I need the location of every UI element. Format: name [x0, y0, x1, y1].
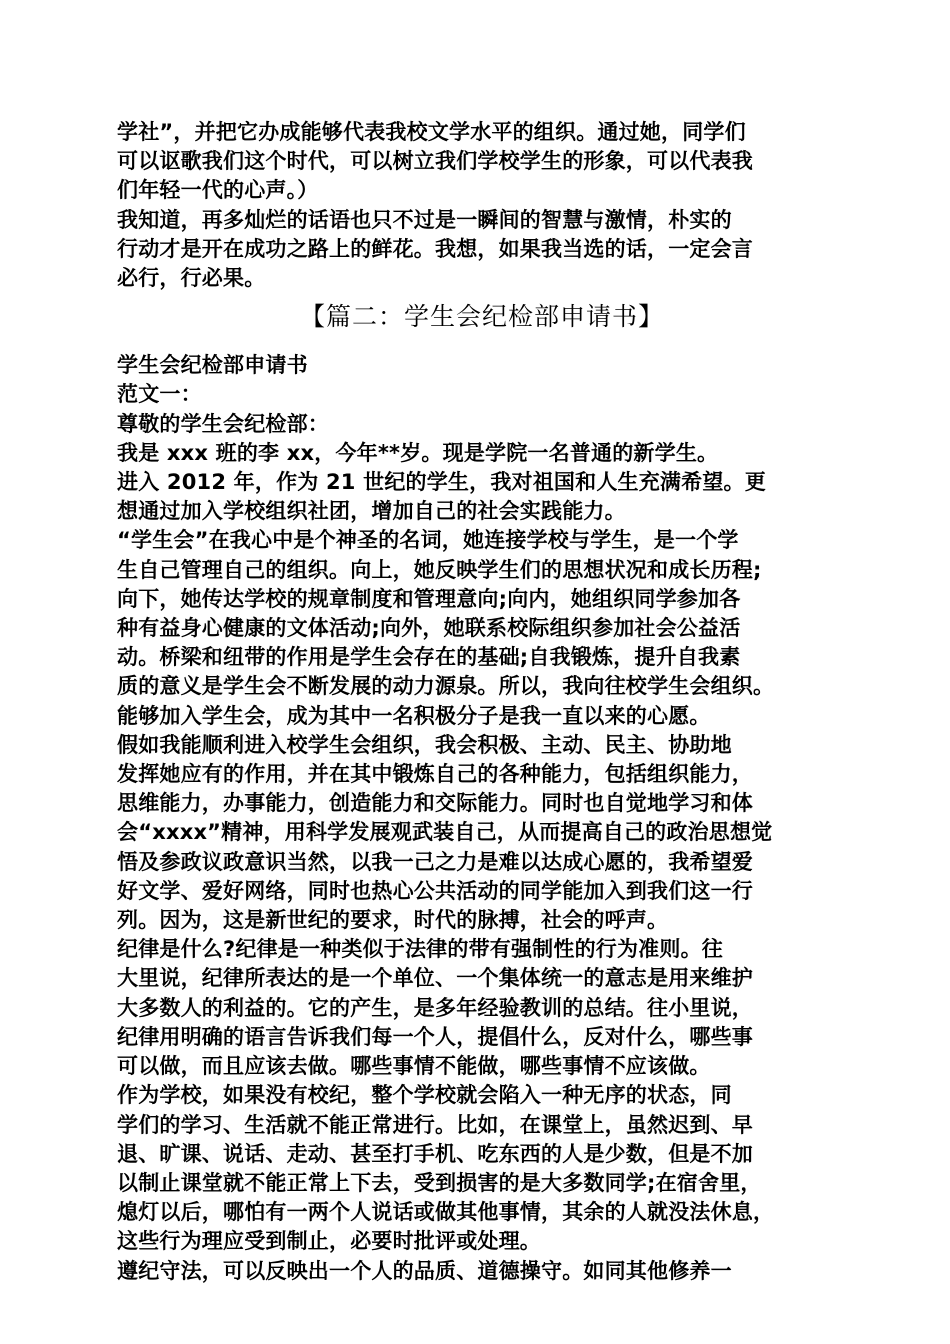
letter-paragraph-6	[117, 1081, 847, 1256]
text-line: 种有益身心健康的文体活动;向外，她联系校际组织参加社会公益活	[117, 616, 741, 641]
letter-paragraph-5	[117, 935, 847, 1081]
letter-salutation	[117, 410, 847, 439]
text-line: 会“xxxx”精神，用科学发展观武装自己，从而提高自己的政治思想觉	[117, 820, 773, 845]
letter-paragraph-4	[117, 731, 847, 935]
letter-subheading	[117, 380, 847, 409]
text-line: 大里说，纪律所表达的是一个单位、一个集体统一的意志是用来维护	[117, 966, 753, 991]
text-line: 生自己管理自己的组织。向上，她反映学生们的思想状况和成长历程;	[117, 557, 762, 582]
intro-paragraph-1	[117, 118, 847, 206]
text-line: 以制止课堂就不能正常上下去，受到损害的是大多数同学;在宿舍里，	[117, 1170, 762, 1195]
text-line: 动。桥梁和纽带的作用是学生会存在的基础;自我锻炼，提升自我素	[117, 645, 741, 670]
text-line: 范文一：	[117, 382, 202, 407]
text-line: 假如我能顺利进入校学生会组织，我会积极、主动、民主、协助地	[117, 732, 732, 757]
text-line: 必行，行必果。	[117, 266, 266, 291]
letter-paragraph-1	[117, 439, 847, 468]
text-line: 行动才是开在成功之路上的鲜花。我想，如果我当选的话，一定会言	[117, 236, 753, 261]
text-line: 好文学、爱好网络，同时也热心公共活动的同学能加入到我们这一行	[117, 878, 753, 903]
text-line: 尊敬的学生会纪检部：	[117, 411, 329, 436]
text-line: 质的意义是学生会不断发展的动力源泉。所以，我向往校学生会组织。	[117, 674, 775, 699]
text-line: 可以做，而且应该去做。哪些事情不能做，哪些事情不应该做。	[117, 1054, 711, 1079]
text-line: 纪律是什么?纪律是一种类似于法律的带有强制性的行为准则。往	[117, 937, 723, 962]
letter-paragraph-7	[117, 1257, 847, 1286]
intro-paragraph-2	[117, 206, 847, 294]
text-line: 想通过加入学校组织社团，增加自己的社会实践能力。	[117, 499, 626, 524]
text-line: “学生会”在我心中是个神圣的名词，她连接学校与学生，是一个学	[117, 528, 739, 553]
text-line: 能够加入学生会，成为其中一名积极分子是我一直以来的心愿。	[117, 703, 711, 728]
text-line: 发挥她应有的作用，并在其中锻炼自己的各种能力，包括组织能力，	[117, 762, 753, 787]
text-line: 纪律用明确的语言告诉我们每一个人，提倡什么，反对什么，哪些事	[117, 1024, 753, 1049]
text-line: 作为学校，如果没有校纪，整个学校就会陷入一种无序的状态，同	[117, 1083, 732, 1108]
text-line: 学社”，并把它办成能够代表我校文学水平的组织。通过她，同学们	[117, 120, 746, 144]
text-line: 遵纪守法，可以反映出一个人的品质、道德操守。如同其他修养一	[117, 1258, 732, 1283]
document-page	[117, 118, 847, 1286]
text-line: 我知道，再多灿烂的话语也只不过是一瞬间的智慧与激情，朴实的	[117, 207, 732, 232]
text-line: 们年轻一代的心声。）	[117, 178, 319, 203]
text-line: 学们的学习、生活就不能正常进行。比如，在课堂上，虽然迟到、早	[117, 1112, 753, 1137]
text-line: 悟及参政议政意识当然，以我一己之力是难以达成心愿的，我希望爱	[117, 849, 753, 874]
text-line: 熄灯以后，哪怕有一两个人说话或做其他事情，其余的人就没法休息，	[117, 1200, 775, 1225]
letter-paragraph-2	[117, 468, 847, 526]
letter-heading	[117, 351, 847, 380]
text-line: 我是 xxx 班的李 xx，今年**岁。现是学院一名普通的新学生。	[117, 440, 719, 465]
letter-paragraph-3	[117, 526, 847, 730]
text-line: 思维能力，办事能力，创造能力和交际能力。同时也自觉地学习和体	[117, 791, 753, 816]
text-line: 学生会纪检部申请书	[117, 353, 308, 378]
section-title: 【篇二：学生会纪检部申请书】	[299, 302, 664, 332]
text-line: 进入 2012 年，作为 21 世纪的学生，我对祖国和人生充满希望。更	[117, 470, 766, 495]
text-line: 大多数人的利益的。它的产生，是多年经验教训的总结。往小里说，	[117, 995, 753, 1020]
text-line: 退、旷课、说话、走动、甚至打手机、吃东西的人是少数，但是不加	[117, 1141, 753, 1166]
text-line: 这些行为理应受到制止，必要时批评或处理。	[117, 1229, 541, 1254]
text-line: 向下，她传达学校的规章制度和管理意向;向内，她组织同学参加各	[117, 586, 741, 611]
text-line: 可以讴歌我们这个时代，可以树立我们学校学生的形象，可以代表我	[117, 149, 753, 174]
text-line: 列。因为，这是新世纪的要求，时代的脉搏，社会的呼声。	[117, 908, 669, 933]
